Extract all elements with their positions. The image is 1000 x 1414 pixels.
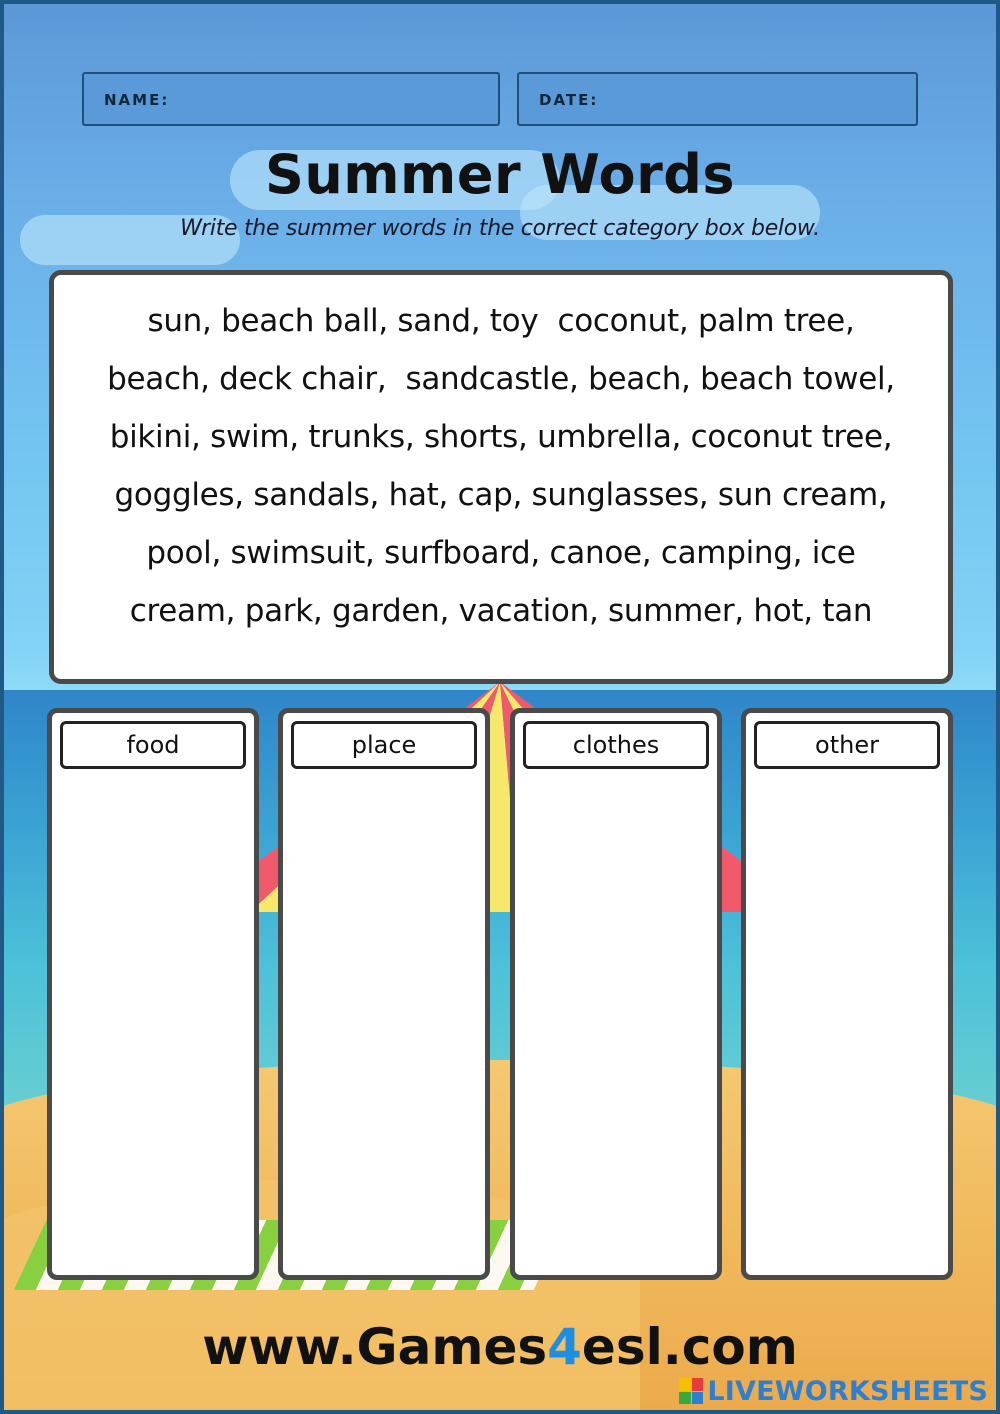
website-url-prefix: www.Games bbox=[202, 1318, 548, 1376]
website-url bbox=[0, 1318, 1000, 1376]
category-drop-area-clothes[interactable] bbox=[519, 775, 713, 1271]
category-label-place: place bbox=[291, 721, 477, 769]
word-bank-line: cream, park, garden, vacation, summer, hot, tan bbox=[129, 593, 873, 629]
page-title: Summer Words bbox=[264, 143, 736, 206]
category-column-clothes bbox=[510, 708, 722, 1280]
word-bank-line: goggles, sandals, hat, cap, sunglasses, sun cream, bbox=[114, 477, 888, 513]
category-drop-area-other[interactable] bbox=[750, 775, 944, 1271]
word-bank-line: pool, swimsuit, surfboard, canoe, camping, ice bbox=[146, 535, 856, 571]
website-url-digit: 4 bbox=[547, 1318, 582, 1376]
website-url-suffix: esl.com bbox=[581, 1318, 798, 1376]
date-label: DATE: bbox=[539, 91, 599, 109]
category-label-clothes: clothes bbox=[523, 721, 709, 769]
category-drop-area-food[interactable] bbox=[56, 775, 250, 1271]
watermark-text: LIVEWORKSHEETS bbox=[707, 1375, 988, 1407]
category-column-food bbox=[47, 708, 259, 1280]
name-field[interactable] bbox=[82, 72, 500, 126]
name-label: NAME: bbox=[104, 91, 170, 109]
category-column-other bbox=[741, 708, 953, 1280]
word-bank bbox=[49, 270, 953, 684]
word-bank-line: sun, beach ball, sand, toy coconut, palm tree, bbox=[147, 303, 855, 339]
category-label-other: other bbox=[754, 721, 940, 769]
category-drop-area-place[interactable] bbox=[287, 775, 481, 1271]
category-column-place bbox=[278, 708, 490, 1280]
page-subtitle: Write the summer words in the correct category box below. bbox=[180, 216, 820, 241]
word-bank-line: bikini, swim, trunks, shorts, umbrella, coconut tree, bbox=[109, 419, 893, 455]
date-field[interactable] bbox=[517, 72, 918, 126]
liveworksheets-watermark bbox=[679, 1374, 988, 1408]
word-bank-line: beach, deck chair, sandcastle, beach, beach towel, bbox=[107, 361, 895, 397]
category-label-food: food bbox=[60, 721, 246, 769]
liveworksheets-logo-icon bbox=[679, 1378, 703, 1404]
